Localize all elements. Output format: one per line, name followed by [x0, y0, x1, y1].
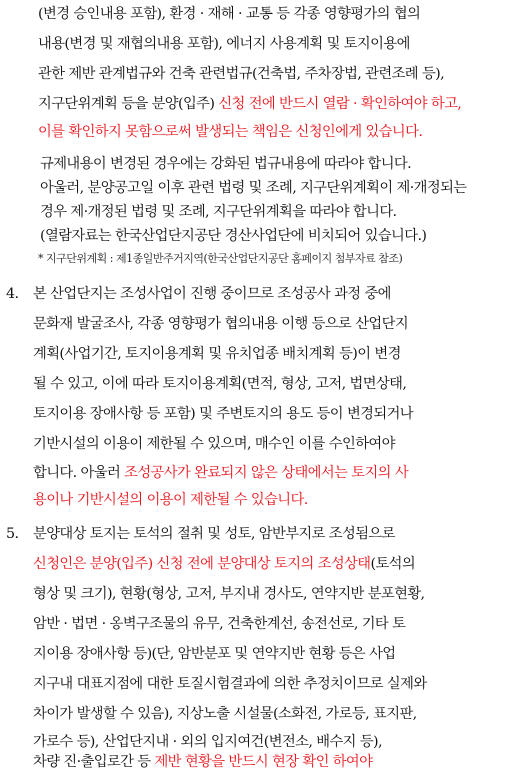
item-5-line-1: 분양대상 토지는 토석의 절취 및 성토, 암반부지로 조성됨으로: [33, 526, 395, 542]
item-5-line-2-text: (토석의: [370, 556, 416, 572]
intro-line-6: 규제내용이 변경된 경우에는 강화된 법규내용에 따라야 합니다.: [40, 156, 412, 172]
item-4-line-5: 토지이용 장애사항 등 포함) 및 주변토지의 용도 등이 변경되거나: [33, 406, 414, 422]
intro-line-4-text: 지구단위계획 등을 분양(입주): [38, 96, 219, 112]
intro-warning-text: 신청 전에 반드시 열람 · 확인하여야 하고,: [218, 96, 462, 112]
item-5-line-9-text: 차량 진·출입로간 등: [33, 754, 155, 770]
intro-line-1: (변경 승인내용 포함), 환경 · 재해 · 교통 등 각종 영향평가의 협의: [38, 6, 421, 22]
intro-line-9: (열람자료는 한국산업단지공단 경산사업단에 비치되어 있습니다.): [40, 228, 427, 244]
intro-line-8: 경우 제·개정된 법령 및 조례, 지구단위계획을 따라야 합니다.: [40, 204, 397, 220]
item-4-line-1: 본 산업단지는 조성사업이 진행 중이므로 조성공사 과정 중에: [33, 286, 391, 302]
item-4-warning-line: 용이나 기반시설의 이용이 제한될 수 있습니다.: [33, 492, 308, 508]
intro-line-4: [38, 94, 461, 114]
intro-line-7: 아울러, 분양공고일 이후 관련 법령 및 조례, 지구단위계획이 제·개정되는: [40, 180, 467, 196]
item-5-line-4: 암반 · 법면 · 옹벽구조물의 유무, 건축한계선, 송전선로, 기타 토: [33, 616, 406, 632]
item-5-line-3: 형상 및 크기), 현황(형상, 고저, 부지내 경사도, 연약지반 분포현황,: [33, 586, 425, 602]
item-4-line-3: 계획(사업기간, 토지이용계획 및 유치업종 배치계획 등)이 변경: [33, 346, 401, 362]
item-5-number: 5.: [6, 526, 19, 542]
item-4-line-6: 기반시설의 이용이 제한될 수 있으며, 매수인 이를 수인하여야: [33, 436, 395, 452]
intro-line-2: 내용(변경 및 재협의내용 포함), 에너지 사용계획 및 토지이용에: [38, 36, 410, 52]
intro-warning-line: 이를 확인하지 못함으로써 발생되는 책임은 신청인에게 있습니다.: [38, 124, 423, 140]
item-4-line-4: 될 수 있고, 이에 따라 토지이용계획(면적, 형상, 고저, 법면상태,: [33, 376, 407, 392]
item-5-line-5: 지이용 장애사항 등)(단, 암반분포 및 연약지반 현황 등은 사업: [33, 646, 396, 662]
item-5-line-2: [33, 554, 415, 574]
item-4-line-7: [33, 463, 408, 483]
item-5-line-9: [33, 752, 372, 772]
item-4-number: 4.: [6, 286, 19, 302]
item-5-line-7: 차이가 발생할 수 있음), 지상노출 시설물(소화전, 가로등, 표지판,: [33, 706, 417, 722]
item-5-warning-text: 신청인은 분양(입주) 신청 전에 분양대상 토지의 조성상태: [33, 556, 371, 572]
item-5-line-6: 지구내 대표지점에 대한 토질시험결과에 의한 추정치이므로 실제와: [33, 676, 427, 692]
item-4-line-7-text: 합니다. 아울러: [33, 465, 125, 481]
item-5-line-8: 가로수 등), 산업단지내 · 외의 입지여건(변전소, 배수지 등),: [33, 734, 382, 750]
zoning-note: * 지구단위계획 : 제1종일반주거지역(한국산업단지공단 홈페이지 첨부자료 참조): [38, 252, 403, 265]
intro-line-3: 관한 제반 관계법규와 건축 관련법규(건축법, 주차장법, 관련조례 등),: [38, 66, 445, 82]
item-5-warning-text-2: 제반 현황을 반드시 현장 확인 하여야: [154, 754, 373, 770]
item-4-line-2: 문화재 발굴조사, 각종 영향평가 협의내용 이행 등으로 산업단지: [33, 316, 409, 332]
item-4-warning-text: 조성공사가 완료되지 않은 상태에서는 토지의 사: [124, 465, 409, 481]
